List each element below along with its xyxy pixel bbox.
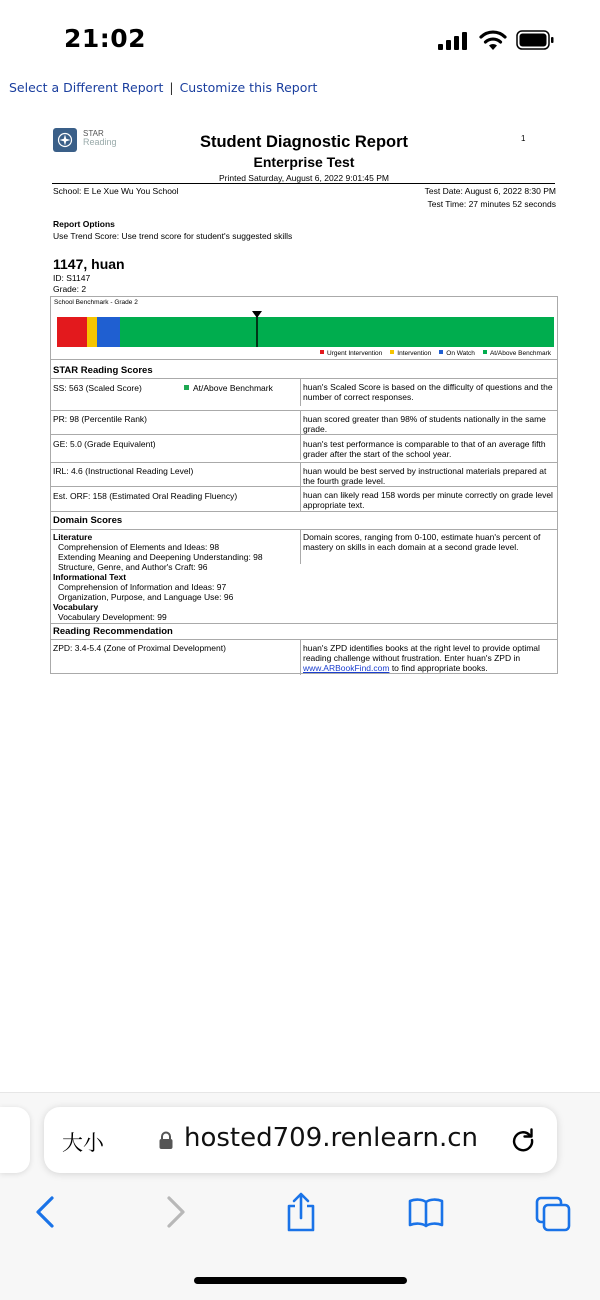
table-row xyxy=(50,378,558,405)
grade-equivalent-desc: huan's test performance is comparable to that of an average fifth grader after the start of the school year. xyxy=(303,439,546,459)
home-indicator[interactable] xyxy=(194,1277,407,1284)
page-number: 1 xyxy=(521,134,526,143)
domain-score: Comprehension of Information and Ideas: 97 xyxy=(58,582,227,592)
cellular-signal-icon xyxy=(438,32,470,50)
table-row xyxy=(50,410,558,434)
legend-swatch xyxy=(439,350,443,354)
arbookfind-link[interactable]: www.ARBookFind.com xyxy=(303,663,390,673)
battery-icon xyxy=(516,30,554,50)
legend-swatch xyxy=(483,350,487,354)
legend-swatch xyxy=(320,350,324,354)
oral-reading-fluency-desc: huan can likely read 158 words per minute correctly on grade level appropriate text. xyxy=(303,490,553,510)
legend-label: Intervention xyxy=(397,350,432,357)
zpd-desc: huan's ZPD identifies books at the right level to provide optimal reading challenge without frustration. Enter huan's ZPD in www.ARBookFind.com to find appropriate books. xyxy=(303,643,540,673)
table-row xyxy=(50,434,558,459)
instructional-reading-level: IRL: 4.6 (Instructional Reading Level) xyxy=(53,466,194,476)
scaled-score: SS: 563 (Scaled Score) xyxy=(53,383,142,393)
benchmark-label: School Benchmark - Grade 2 xyxy=(54,299,138,306)
student-id: ID: S1147 xyxy=(53,273,91,283)
domain-score: Vocabulary Development: 99 xyxy=(58,612,167,622)
legend-label: On Watch xyxy=(446,350,475,357)
legend-label: At/Above Benchmark xyxy=(489,350,551,357)
wifi-icon xyxy=(478,28,508,52)
star-scores-heading: STAR Reading Scores xyxy=(53,365,153,376)
header-divider xyxy=(52,183,555,184)
scaled-score-desc: huan's Scaled Score is based on the difficulty of questions and the number of correct responses. xyxy=(303,382,553,402)
address-bar[interactable] xyxy=(44,1107,557,1173)
column-divider xyxy=(300,640,301,675)
legend-swatch xyxy=(390,350,394,354)
table-row xyxy=(50,639,558,674)
status-bar xyxy=(0,0,600,80)
column-divider xyxy=(300,463,301,486)
table-row xyxy=(50,462,558,485)
tabs-icon[interactable] xyxy=(533,1190,573,1234)
vocabulary-title: Vocabulary xyxy=(53,602,99,612)
domain-scores-heading: Domain Scores xyxy=(53,515,123,526)
column-divider xyxy=(300,411,301,435)
green-square-icon xyxy=(184,385,189,390)
benchmark-segment-urgent-intervention xyxy=(57,317,87,347)
test-time: Test Time: 27 minutes 52 seconds xyxy=(427,199,556,209)
recommendation-heading: Reading Recommendation xyxy=(53,626,173,637)
forward-icon[interactable] xyxy=(155,1190,195,1234)
report-subtitle: Enterprise Test xyxy=(253,154,355,170)
table-row xyxy=(50,529,558,623)
logo-text: STAR Reading xyxy=(83,129,117,147)
domain-list xyxy=(53,532,263,622)
back-icon[interactable] xyxy=(26,1190,66,1234)
student-name: 1147, huan xyxy=(53,256,125,272)
benchmark-segment-on-watch xyxy=(97,317,120,347)
column-divider xyxy=(300,379,301,406)
student-grade: Grade: 2 xyxy=(53,284,87,294)
oral-reading-fluency: Est. ORF: 158 (Estimated Oral Reading Fluency) xyxy=(53,491,238,501)
informational-text-title: Informational Text xyxy=(53,572,127,582)
domain-score: Organization, Purpose, and Language Use: 96 xyxy=(58,592,234,602)
legend-label: Urgent Intervention xyxy=(327,350,383,357)
zpd-range: ZPD: 3.4-5.4 (Zone of Proximal Development) xyxy=(53,643,226,653)
benchmark-segment-intervention xyxy=(87,317,97,347)
percentile-rank: PR: 98 (Percentile Rank) xyxy=(53,414,148,424)
benchmark-bar xyxy=(57,317,554,347)
test-date: Test Date: August 6, 2022 8:30 PM xyxy=(424,186,556,196)
share-icon[interactable] xyxy=(281,1190,321,1234)
domain-scores-header xyxy=(50,511,558,529)
previous-tab-preview[interactable] xyxy=(0,1107,30,1173)
clock: 21:02 xyxy=(64,24,147,53)
url-text[interactable]: hosted709.renlearn.cn xyxy=(184,1123,479,1153)
benchmark-badge: At/Above Benchmark xyxy=(184,383,273,393)
link-separator: | xyxy=(169,80,174,95)
school-name: School: E Le Xue Wu You School xyxy=(53,186,179,196)
domain-score: Structure, Genre, and Author's Craft: 96 xyxy=(58,562,208,572)
domain-scores-desc: Domain scores, ranging from 0-100, estimate huan's percent of mastery on skills in each domain at a second grade level. xyxy=(303,532,541,552)
printed-date: Printed Saturday, August 6, 2022 9:01:45 PM xyxy=(219,173,389,183)
grade-equivalent: GE: 5.0 (Grade Equivalent) xyxy=(53,439,156,449)
report-options-text: Use Trend Score: Use trend score for student's suggested skills xyxy=(53,231,293,241)
table-row xyxy=(50,486,558,511)
reload-icon[interactable] xyxy=(509,1126,537,1154)
bookmarks-icon[interactable] xyxy=(406,1190,446,1234)
report-options-title: Report Options xyxy=(53,219,115,229)
column-divider xyxy=(300,487,301,512)
column-divider xyxy=(300,435,301,460)
report-title: Student Diagnostic Report xyxy=(199,133,409,151)
percentile-rank-desc: huan scored greater than 98% of students nationally in the same grade. xyxy=(303,414,546,434)
lock-icon xyxy=(158,1131,174,1149)
domain-score: Comprehension of Elements and Ideas: 98 xyxy=(58,542,220,552)
benchmark-segment-at-above-benchmark xyxy=(120,317,554,347)
literature-title: Literature xyxy=(53,532,93,542)
score-marker-icon xyxy=(251,311,263,347)
benchmark-panel xyxy=(50,296,558,360)
customize-report-link[interactable]: Customize this Report xyxy=(179,80,318,95)
column-divider xyxy=(300,530,301,564)
select-report-link[interactable]: Select a Different Report xyxy=(9,80,164,95)
domain-score: Extending Meaning and Deepening Understanding: 98 xyxy=(58,552,263,562)
benchmark-legend xyxy=(312,350,551,357)
report-links xyxy=(9,80,317,95)
instructional-reading-level-desc: huan would be best served by instructional materials prepared at the fourth grade level. xyxy=(303,466,547,486)
text-size-button[interactable]: 大小 xyxy=(62,1131,104,1155)
